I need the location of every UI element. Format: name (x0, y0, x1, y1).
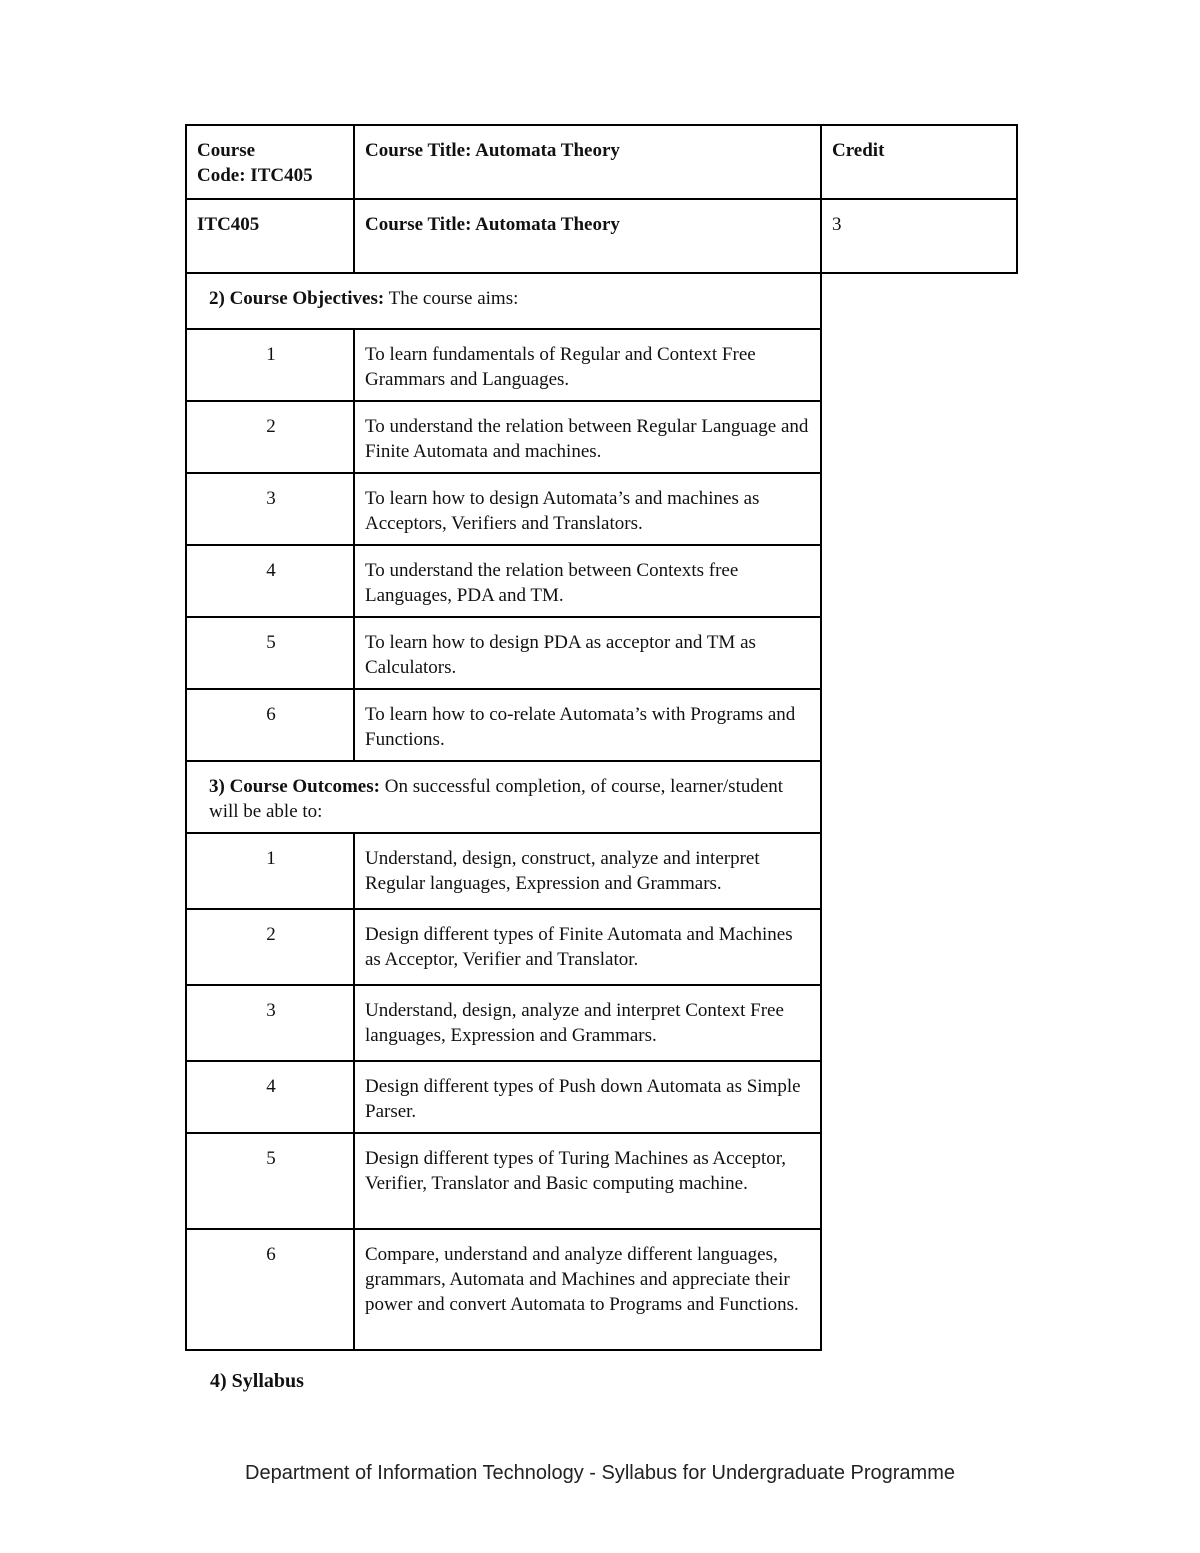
course-code-value: ITC405 (186, 199, 354, 273)
credit-value: 3 (821, 199, 1017, 273)
outcomes-heading (186, 761, 821, 833)
values-row (186, 199, 1017, 273)
table-row (186, 1133, 1017, 1229)
table-row (186, 689, 1017, 761)
objectives-heading-row (186, 273, 1017, 329)
objectives-heading (186, 273, 821, 329)
outcome-number: 2 (186, 909, 354, 985)
course-code-label-cell (186, 125, 354, 199)
objective-text: To learn how to design PDA as acceptor and TM as Calculators. (354, 617, 821, 689)
objectives-heading-text: The course aims: (384, 288, 519, 309)
outcome-text: Design different types of Finite Automata and Machines as Acceptor, Verifier and Translator. (354, 909, 821, 985)
objective-text: To learn fundamentals of Regular and Context Free Grammars and Languages. (354, 329, 821, 401)
table-row (186, 833, 1017, 909)
objective-number: 6 (186, 689, 354, 761)
outcome-number: 4 (186, 1061, 354, 1133)
outcome-number: 5 (186, 1133, 354, 1229)
objective-number: 1 (186, 329, 354, 401)
outcome-text: Compare, understand and analyze different languages, grammars, Automata and Machines and appreciate their power and convert Automata to Programs and Functions. (354, 1229, 821, 1350)
syllabus-heading: 4) Syllabus (210, 1370, 304, 1392)
objective-text: To learn how to design Automata’s and machines as Acceptors, Verifiers and Translators. (354, 473, 821, 545)
table-row (186, 545, 1017, 617)
objective-number: 2 (186, 401, 354, 473)
objective-text: To understand the relation between Contexts free Languages, PDA and TM. (354, 545, 821, 617)
table-row (186, 985, 1017, 1061)
outcome-number: 6 (186, 1229, 354, 1350)
table-row (186, 473, 1017, 545)
course-code-label-line2: Code: ITC405 (197, 165, 313, 186)
outcomes-heading-bold: 3) Course Outcomes: (209, 776, 380, 797)
table-row (186, 1229, 1017, 1350)
outcome-text: Understand, design, construct, analyze and interpret Regular languages, Expression and Grammars. (354, 833, 821, 909)
table-row (186, 617, 1017, 689)
outcome-text: Design different types of Push down Automata as Simple Parser. (354, 1061, 821, 1133)
objective-number: 4 (186, 545, 354, 617)
course-title-value: Course Title: Automata Theory (354, 199, 821, 273)
table-row (186, 329, 1017, 401)
table-row (186, 401, 1017, 473)
objective-number: 3 (186, 473, 354, 545)
header-row (186, 125, 1017, 199)
outcome-text: Design different types of Turing Machines as Acceptor, Verifier, Translator and Basic computing machine. (354, 1133, 821, 1229)
course-table (185, 124, 1018, 1351)
objective-text: To learn how to co-relate Automata’s with Programs and Functions. (354, 689, 821, 761)
table-row (186, 909, 1017, 985)
credit-label: Credit (821, 125, 1017, 199)
objective-text: To understand the relation between Regular Language and Finite Automata and machines. (354, 401, 821, 473)
outcomes-heading-row (186, 761, 1017, 833)
page-footer: Department of Information Technology - Syllabus for Undergraduate Programme (245, 1462, 955, 1484)
outcomes-heading-text: On successful completion, of course, learner/student will be able to: (209, 776, 784, 822)
course-title-label: Course Title: Automata Theory (354, 125, 821, 199)
table-row (186, 1061, 1017, 1133)
outcome-text: Understand, design, analyze and interpret Context Free languages, Expression and Grammars. (354, 985, 821, 1061)
course-code-label-line1: Course (197, 140, 256, 161)
outcome-number: 1 (186, 833, 354, 909)
objectives-heading-bold: 2) Course Objectives: (209, 288, 385, 309)
outcome-number: 3 (186, 985, 354, 1061)
objective-number: 5 (186, 617, 354, 689)
